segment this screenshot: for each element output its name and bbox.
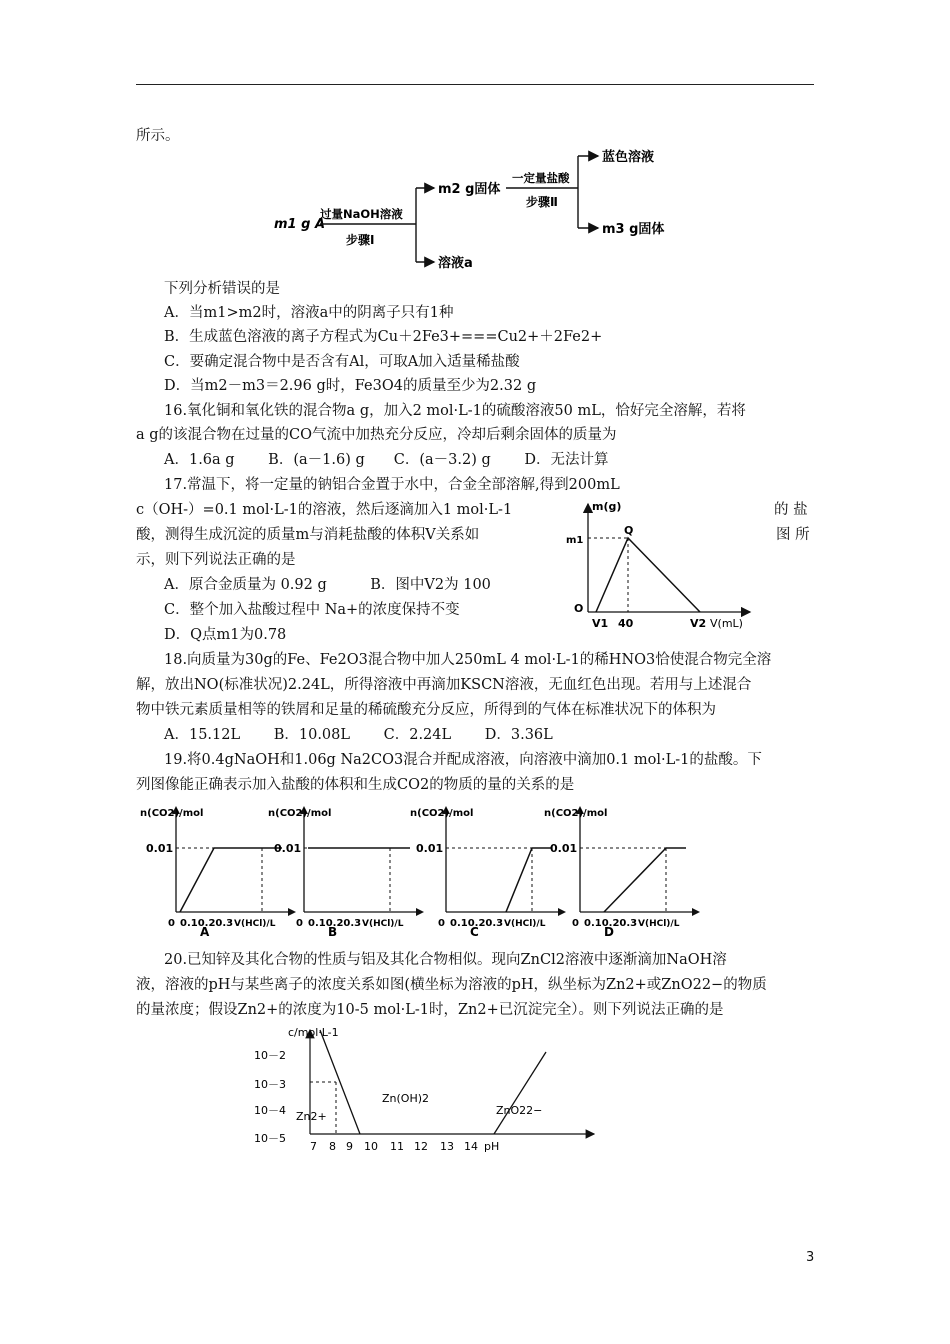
q18-options: A．15.12L B．10.08L C．2.24L D．3.36L — [164, 727, 553, 743]
q20-y-tick-3: 10－4 — [254, 1104, 286, 1117]
q17-option-c: C．整个加入盐酸过程中 Na+的浓度保持不变 — [164, 602, 460, 618]
q17-y-label: m(g) — [592, 500, 622, 513]
flow-step1-top: 过量NaOH溶液 — [320, 207, 403, 221]
q19-x-label: V(HCl)/L — [504, 919, 546, 929]
q20-x-tick-7: 7 — [310, 1140, 317, 1153]
q20-x-tick-8: 8 — [329, 1140, 336, 1153]
flow-step1-bottom: 步骤Ⅰ — [346, 233, 375, 247]
q20-x-tick-13: 13 — [440, 1140, 454, 1153]
q19-x-ticks: 0.10.20.3 — [308, 918, 362, 929]
q19-x-ticks: 0.10.20.3 — [584, 918, 638, 929]
q17-option-a: A．原合金质量为 0.92 g B．图中V2为 100 — [164, 577, 491, 593]
flow-start: m1 g A — [274, 217, 326, 232]
q19-origin: 0 — [296, 918, 303, 929]
q15-stem: 下列分析错误的是 — [164, 281, 280, 297]
q17-line4: 示，则下列说法正确的是 — [136, 552, 296, 568]
intro-text: 所示。 — [136, 128, 180, 144]
q16-options: A．1.6a g B．(a－1.6) g C．(a－3.2) g D．无法计算 — [164, 452, 609, 468]
q19-x-ticks: 0.10.20.3 — [180, 918, 234, 929]
q19-line2: 列图像能正确表示加入盐酸的体积和生成CO2的物质的量的关系的是 — [136, 777, 575, 793]
flow-blue-solution: 蓝色溶液 — [602, 150, 655, 165]
q19-line1: 19.将0.4gNaOH和1.06g Na2CO3混合并配成溶液，向溶液中滴加0.1 mol·L-1的盐酸。下 — [164, 752, 762, 768]
q19-origin: 0 — [438, 918, 445, 929]
q18-line2: 解，放出NO(标准状况)2.24L，所得溶液中再滴加KSCN溶液，无血红色出现。若用与上述混合 — [136, 677, 752, 693]
q17-line2b: 的 盐 — [774, 502, 808, 518]
q19-y-label: n(CO2)/mol — [140, 808, 204, 819]
q19-origin: 0 — [168, 918, 175, 929]
q17-x40-label: 40 — [618, 617, 634, 630]
q19-value-label: 0.01 — [416, 842, 444, 855]
q20-x-tick-12: 12 — [414, 1140, 428, 1153]
q16-line1: 16.氧化铜和氧化铁的混合物a g，加入2 mol·L-1的硫酸溶液50 mL，恰好完全溶解，若将 — [164, 403, 746, 419]
q15-option-b: B．生成蓝色溶液的离子方程式为Cu＋2Fe3+===Cu2+＋2Fe2+ — [164, 329, 603, 345]
q15-option-d: D．当m2－m3＝2.96 g时，Fe3O4的质量至少为2.32 g — [164, 378, 537, 394]
q20-zno2-label: ZnO22− — [496, 1104, 543, 1117]
q19-value-label: 0.01 — [146, 842, 174, 855]
q19-option-label: D — [604, 925, 614, 936]
q19-y-label: n(CO2)/mol — [268, 808, 332, 819]
q18-line1: 18.向质量为30g的Fe、Fe2O3混合物中加人250mL 4 mol·L-1的稀HNO3恰使混合物完全溶 — [164, 652, 772, 668]
q20-x-tick-11: 11 — [390, 1140, 404, 1153]
q19-x-label: V(HCl)/L — [638, 919, 680, 929]
page-number: 3 — [806, 1250, 815, 1265]
q20-zn-label: Zn2+ — [296, 1110, 327, 1123]
q17-v1-label: V1 — [592, 617, 609, 630]
q19-option-label: B — [328, 925, 338, 936]
flow-solution-a: 溶液a — [438, 256, 473, 271]
q17-line1: 17.常温下，将一定量的钠铝合金置于水中，合金全部溶解,得到200mL — [164, 477, 620, 493]
q20-line1: 20.已知锌及其化合物的性质与铝及其化合物相似。现向ZnCl2溶液中逐渐滴加NaOH溶 — [164, 952, 727, 968]
q17-graph — [566, 496, 762, 640]
q17-q-label: Q — [624, 524, 634, 537]
q20-y-tick-1: 10－2 — [254, 1049, 286, 1062]
q17-x-label: V(mL) — [710, 617, 743, 630]
flow-diagram — [268, 142, 688, 274]
q17-line2a: c（OH-）=0.1 mol·L-1的溶液，然后逐滴加入1 mol·L-1 — [136, 502, 513, 518]
q19-x-label: V(HCl)/L — [234, 919, 276, 929]
flow-m3: m3 g固体 — [602, 222, 665, 237]
q16-line2: a g的该混合物在过量的CO气流中加热充分反应，冷却后剩余固体的质量为 — [136, 427, 617, 443]
q19-origin: 0 — [572, 918, 579, 929]
q19-option-label: A — [200, 925, 210, 936]
q20-graph — [250, 1024, 600, 1154]
q20-znoh2-label: Zn(OH)2 — [382, 1092, 430, 1105]
header-rule — [136, 84, 814, 85]
q20-x-label: pH — [484, 1140, 500, 1153]
q17-m1-label: m1 — [566, 535, 584, 546]
q17-origin: O — [574, 602, 584, 615]
q20-x-tick-9: 9 — [346, 1140, 353, 1153]
q17-v2-label: V2 — [690, 617, 707, 630]
q20-y-tick-2: 10－3 — [254, 1078, 286, 1091]
flow-m2: m2 g固体 — [438, 182, 501, 197]
q20-x-tick-10: 10 — [364, 1140, 378, 1153]
q20-x-tick-14: 14 — [464, 1140, 478, 1153]
q19-x-ticks: 0.10.20.3 — [450, 918, 504, 929]
q20-line2: 液，溶液的pH与某些离子的浓度关系如图(横坐标为溶液的pH，纵坐标为Zn2+或ZnO22−的物质 — [136, 977, 767, 993]
flow-step2-bottom: 步骤Ⅱ — [526, 195, 558, 209]
q20-y-label: c/mol·L-1 — [288, 1026, 339, 1039]
q19-y-label: n(CO2)/mol — [544, 808, 608, 819]
q17-option-d: D．Q点m1为0.78 — [164, 627, 287, 643]
q19-value-label: 0.01 — [274, 842, 302, 855]
q15-option-c: C．要确定混合物中是否含有Al，可取A加入适量稀盐酸 — [164, 354, 520, 370]
q18-line3: 物中铁元素质量相等的铁屑和足量的稀硫酸充分反应，所得到的气体在标准状况下的体积为 — [136, 702, 716, 718]
q20-y-tick-4: 10－5 — [254, 1132, 286, 1145]
q15-option-a: A．当m1>m2时，溶液a中的阴离子只有1种 — [164, 305, 454, 321]
q19-value-label: 0.01 — [550, 842, 578, 855]
q19-option-label: C — [470, 925, 479, 936]
q19-graph-d — [544, 800, 712, 936]
q17-line3a: 酸，测得生成沉淀的质量m与消耗盐酸的体积V关系如 — [136, 527, 480, 543]
q19-x-label: V(HCl)/L — [362, 919, 404, 929]
q19-y-label: n(CO2)/mol — [410, 808, 474, 819]
flow-step2-top: 一定量盐酸 — [512, 171, 570, 185]
q19-graphs — [140, 800, 720, 936]
q20-line3: 的量浓度；假设Zn2+的浓度为10-5 mol·L-1时，Zn2+已沉淀完全）。则下列说法正确的是 — [136, 1002, 724, 1018]
q17-line3b: 图 所 — [776, 527, 810, 543]
